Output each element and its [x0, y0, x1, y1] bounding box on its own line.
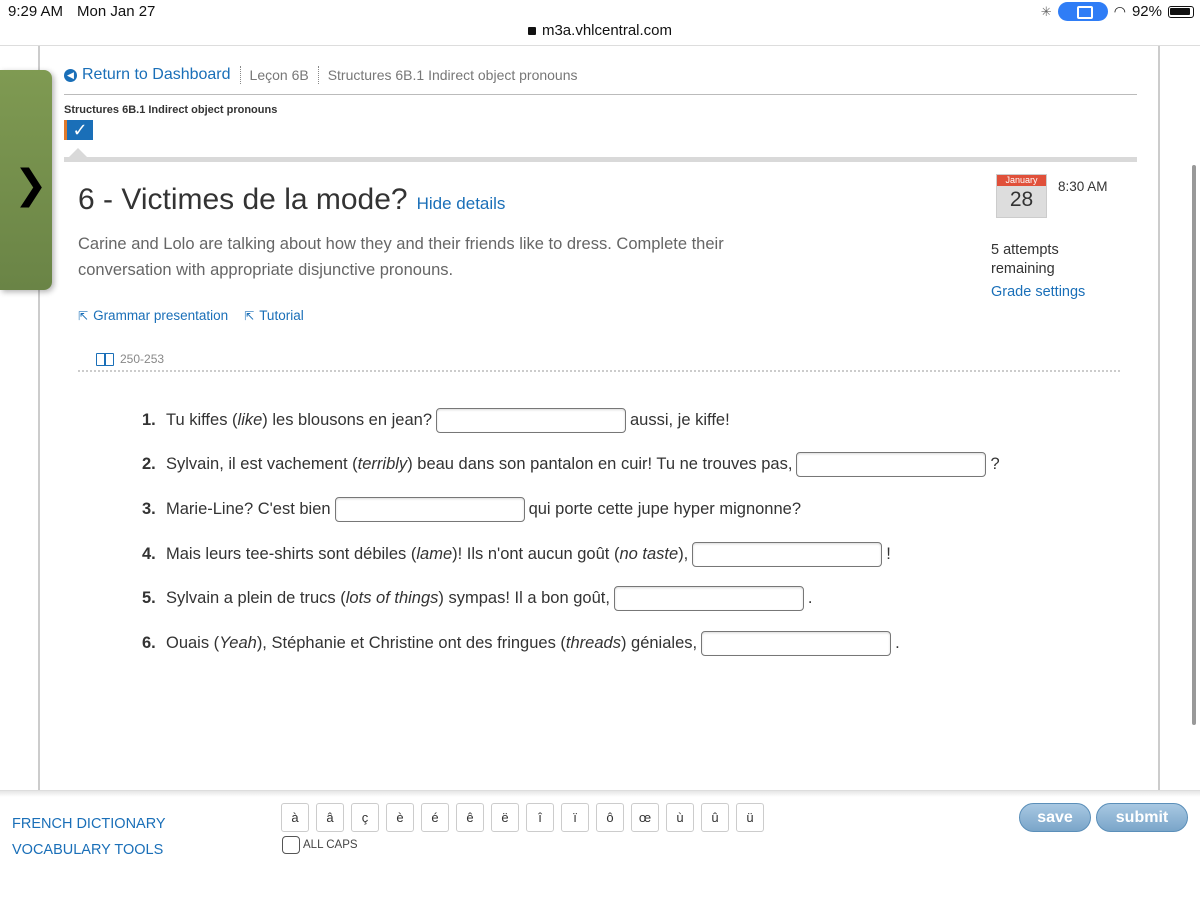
loading-icon: ✳ — [1040, 3, 1052, 19]
tutorial-link[interactable] — [244, 308, 304, 323]
accent-key[interactable]: û — [701, 803, 729, 832]
question-text: ) sympas! Il a bon goût, — [438, 589, 610, 608]
calendar-icon — [996, 174, 1047, 218]
question-gloss: no taste — [619, 544, 679, 563]
section-title: Structures 6B.1 Indirect object pronouns — [64, 104, 278, 116]
accent-key[interactable]: ë — [491, 803, 519, 832]
breadcrumb-lesson[interactable]: Leçon 6B — [249, 67, 309, 83]
return-to-dashboard-link[interactable] — [64, 66, 231, 84]
grammar-presentation-link[interactable] — [78, 308, 228, 323]
answer-input-5[interactable] — [614, 586, 804, 611]
attempts-remaining: 5 attempts remaining — [991, 242, 1059, 277]
tool-links — [12, 811, 166, 863]
answer-input-2[interactable] — [796, 452, 986, 477]
status-date: Mon Jan 27 — [77, 3, 156, 20]
question-text: Marie-Line? C'est bien — [166, 499, 331, 518]
breadcrumb-separator — [318, 66, 319, 84]
side-panel-handle[interactable] — [0, 70, 52, 290]
question-text: Mais leurs tee-shirts sont débiles ( — [166, 544, 417, 563]
question-number: 4. — [142, 544, 156, 563]
question-gloss: like — [237, 410, 263, 429]
due-day: 28 — [1009, 188, 1034, 211]
vocabulary-tools-link[interactable]: VOCABULARY TOOLS — [12, 842, 164, 858]
url-bar[interactable] — [0, 22, 1200, 44]
bottom-toolbar — [0, 790, 1200, 901]
question-text: ) beau dans son pantalon en cuir! Tu ne trouves pas, — [407, 455, 793, 474]
url-text: m3a.vhlcentral.com — [541, 22, 673, 39]
activity-header — [78, 183, 505, 217]
question-text: qui porte cette jupe hyper mignonne? — [528, 499, 802, 518]
lock-icon — [528, 27, 536, 35]
status-icons — [1041, 2, 1194, 21]
breadcrumb-divider — [64, 94, 1137, 95]
question-number: 3. — [142, 499, 156, 518]
question-item — [142, 487, 1000, 532]
accent-keyboard — [281, 803, 764, 832]
action-buttons — [1019, 803, 1188, 832]
question-text: Ouais ( — [166, 633, 220, 652]
question-number: 1. — [142, 410, 156, 429]
pages-label: 250-253 — [120, 352, 165, 366]
hide-details-link[interactable]: Hide details — [416, 194, 506, 213]
book-icon — [96, 353, 114, 366]
accent-key[interactable]: ô — [596, 803, 624, 832]
question-gloss: threads — [565, 633, 621, 652]
question-text: )! Ils n'ont aucun goût ( — [452, 544, 620, 563]
question-item — [142, 398, 1000, 443]
question-gloss: lots of things — [345, 589, 439, 608]
question-gloss: terribly — [357, 455, 408, 474]
question-number: 5. — [142, 589, 156, 608]
status-bar — [0, 0, 1200, 22]
question-text: ) géniales, — [620, 633, 698, 652]
question-item — [142, 621, 1000, 666]
question-text: Tu kiffes ( — [166, 410, 238, 429]
answer-input-6[interactable] — [701, 631, 891, 656]
question-text: . — [895, 633, 900, 652]
accent-key[interactable]: é — [421, 803, 449, 832]
accent-key[interactable]: ç — [351, 803, 379, 832]
back-arrow-icon: ◀ — [64, 69, 77, 82]
question-gloss: Yeah — [219, 633, 257, 652]
accent-key[interactable]: è — [386, 803, 414, 832]
submit-button[interactable]: submit — [1096, 803, 1188, 832]
wifi-icon: ◠ — [1113, 3, 1126, 19]
accent-key[interactable]: î — [526, 803, 554, 832]
all-caps-checkbox[interactable] — [282, 836, 300, 854]
question-text: ! — [886, 544, 891, 563]
question-text: Sylvain a plein de trucs ( — [166, 589, 346, 608]
question-text: . — [807, 589, 813, 608]
all-caps-toggle[interactable] — [282, 836, 358, 854]
breadcrumb — [64, 66, 578, 84]
question-item — [142, 443, 1000, 488]
scrollbar[interactable] — [1192, 165, 1196, 725]
answer-input-3[interactable] — [335, 497, 525, 522]
resource-links — [78, 308, 304, 323]
accent-key[interactable]: ï — [561, 803, 589, 832]
question-item — [142, 576, 1000, 621]
accent-key[interactable]: ù — [666, 803, 694, 832]
grammar-label: Grammar presentation — [93, 308, 229, 323]
all-caps-label: ALL CAPS — [303, 839, 358, 851]
accent-key[interactable]: â — [316, 803, 344, 832]
question-number: 6. — [142, 633, 156, 652]
activity-tab-complete-icon[interactable]: ✓ — [64, 120, 93, 140]
question-text: Sylvain, il est vachement ( — [166, 455, 358, 474]
battery-percent: 92% — [1131, 3, 1162, 20]
breadcrumb-separator — [240, 66, 241, 84]
accent-key[interactable]: ê — [456, 803, 484, 832]
airplay-icon[interactable] — [1058, 2, 1108, 21]
due-month: January — [997, 175, 1046, 186]
question-text: ), Stéphanie et Christine ont des fringues ( — [256, 633, 566, 652]
question-text: ) les blousons en jean? — [262, 410, 432, 429]
battery-icon — [1168, 6, 1194, 18]
tab-divider — [64, 157, 1137, 162]
answer-input-4[interactable] — [692, 542, 882, 567]
external-arrow-icon: ⇱ — [244, 309, 255, 323]
accent-key[interactable]: ü — [736, 803, 764, 832]
status-time: 9:29 AM — [8, 3, 64, 20]
grade-settings-link[interactable]: Grade settings — [991, 284, 1086, 300]
return-label: Return to Dashboard — [82, 66, 231, 83]
due-time: 8:30 AM — [1058, 179, 1108, 194]
breadcrumb-section[interactable]: Structures 6B.1 Indirect object pronouns — [327, 67, 578, 83]
question-text: ? — [990, 455, 1000, 474]
accent-key[interactable]: œ — [631, 803, 659, 832]
answer-input-1[interactable] — [436, 408, 626, 433]
toolbar-shadow — [0, 791, 1200, 797]
question-text: aussi, je kiffe! — [630, 410, 730, 429]
accent-key[interactable]: à — [281, 803, 309, 832]
save-button[interactable]: save — [1019, 803, 1091, 832]
dotted-divider — [78, 370, 1120, 372]
content-border-right — [1158, 46, 1160, 790]
question-item — [142, 532, 1000, 577]
question-number: 2. — [142, 455, 156, 474]
question-list — [142, 398, 1000, 666]
activity-title: 6 - Victimes de la mode? — [78, 183, 408, 216]
tutorial-label: Tutorial — [259, 308, 304, 323]
external-arrow-icon: ⇱ — [78, 309, 89, 323]
textbook-pages[interactable] — [96, 352, 164, 366]
chevron-right-icon: ❯ — [14, 163, 48, 207]
question-gloss: lame — [416, 544, 453, 563]
divider — [0, 45, 1200, 46]
french-dictionary-link[interactable]: FRENCH DICTIONARY — [12, 816, 166, 832]
question-text: ), — [678, 544, 689, 563]
activity-description: Carine and Lolo are talking about how they and their friends like to dress. Complete their conversation with appropriate disjunctive pronouns. — [78, 235, 724, 279]
